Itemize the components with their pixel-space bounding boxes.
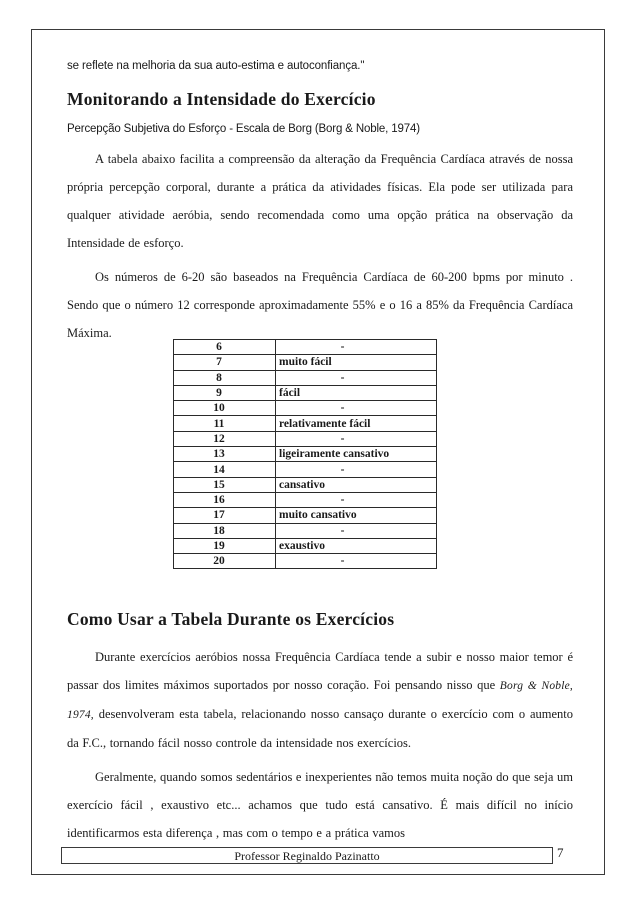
paragraph [67, 643, 573, 757]
borg-rating: 10 [174, 401, 276, 416]
borg-description: - [276, 370, 437, 385]
borg-scale-table [173, 339, 437, 569]
table-row [174, 447, 437, 462]
borg-rating: 8 [174, 370, 276, 385]
borg-rating: 16 [174, 492, 276, 507]
borg-description: - [276, 340, 437, 355]
table-row [174, 523, 437, 538]
borg-description: - [276, 462, 437, 477]
borg-scale-subtitle: Percepção Subjetiva do Esforço - Escala de Borg (Borg & Noble, 1974) [67, 123, 420, 135]
borg-description: - [276, 492, 437, 507]
table-row [174, 538, 437, 553]
table-row [174, 340, 437, 355]
paragraph-text: desenvolveram esta tabela, relacionando nosso cansaço durante o exercício com o aumento da F.C., tornando fácil nosso controle da intensidade nos exercícios. [67, 707, 573, 750]
table-row [174, 431, 437, 446]
footer-author: Professor Reginaldo Pazinatto [61, 847, 553, 864]
table-row [174, 554, 437, 569]
borg-rating: 13 [174, 447, 276, 462]
borg-rating: 7 [174, 355, 276, 370]
borg-rating: 14 [174, 462, 276, 477]
borg-description: - [276, 523, 437, 538]
borg-description: - [276, 554, 437, 569]
table-row [174, 370, 437, 385]
paragraph-text: Durante exercícios aeróbios nossa Frequência Cardíaca tende a subir e nosso maior temor é passar dos limites máximos suportados por nosso coração. Foi pensando nisso que [67, 650, 573, 692]
section-monitoring [67, 60, 573, 353]
section-how-to-use [67, 609, 573, 853]
table-row [174, 355, 437, 370]
borg-rating: 17 [174, 508, 276, 523]
borg-rating: 15 [174, 477, 276, 492]
borg-rating: 12 [174, 431, 276, 446]
section-heading-monitoring: Monitorando a Intensidade do Exercício [67, 89, 376, 109]
paragraph: Geralmente, quando somos sedentários e inexperientes não temos muita noção do que seja um exercício fácil , exaustivo etc... achamos que tudo está cansativo. É mais difícil no início identificarmos esta diferença , mas com o tempo e a prática vamos [67, 770, 573, 840]
section-heading-how-to-use: Como Usar a Tabela Durante os Exercícios [67, 609, 395, 629]
table-row [174, 401, 437, 416]
borg-rating: 11 [174, 416, 276, 431]
table-row [174, 462, 437, 477]
borg-description: muito fácil [276, 355, 437, 370]
paragraph: A tabela abaixo facilita a compreensão da alteração da Frequência Cardíaca através de nossa própria percepção corporal, durante a prática da atividades físicas. Ela pode ser utilizada para qualquer atividade aeróbia, sendo recomendada como uma opção prática na observação da Intensidade de esforço. [67, 152, 573, 250]
paragraph: Os números de 6-20 são baseados na Frequência Cardíaca de 60-200 bpms por minuto . Sendo que o número 12 corresponde aproximadamente 55% e o 16 a 85% da Frequência Cardíaca Máxima. [67, 270, 573, 340]
borg-rating: 9 [174, 385, 276, 400]
page-number: 7 [557, 845, 564, 860]
borg-description: cansativo [276, 477, 437, 492]
borg-description: exaustivo [276, 538, 437, 553]
table-row [174, 508, 437, 523]
borg-description: fácil [276, 385, 437, 400]
borg-rating: 18 [174, 523, 276, 538]
table-row [174, 477, 437, 492]
borg-description: ligeiramente cansativo [276, 447, 437, 462]
borg-rating: 20 [174, 554, 276, 569]
table-row [174, 492, 437, 507]
borg-description: - [276, 431, 437, 446]
borg-rating: 19 [174, 538, 276, 553]
borg-description: - [276, 401, 437, 416]
table-row [174, 385, 437, 400]
intro-line: se reflete na melhoria da sua auto-estima e autoconfiança." [67, 60, 365, 72]
table-row [174, 416, 437, 431]
citation: Borg & Noble, 1974, [67, 680, 573, 721]
borg-description: muito cansativo [276, 508, 437, 523]
borg-description: relativamente fácil [276, 416, 437, 431]
borg-rating: 6 [174, 340, 276, 355]
